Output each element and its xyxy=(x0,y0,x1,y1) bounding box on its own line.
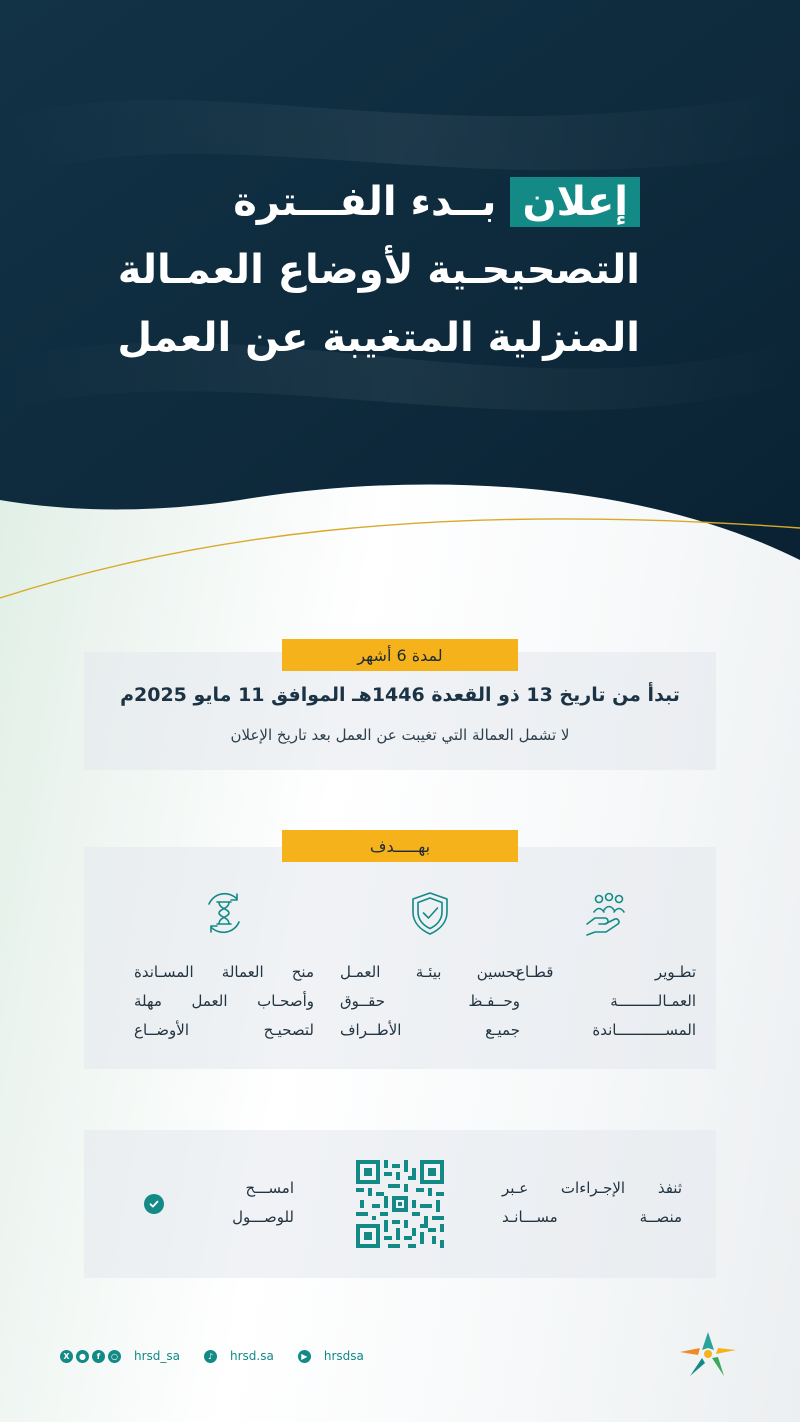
people-hand-icon xyxy=(583,890,629,936)
musaned-line-1: ثنفذ الإجـراءات عـبر xyxy=(502,1179,682,1197)
period-tag: لمدة 6 أشهر xyxy=(282,639,518,671)
social-footer xyxy=(60,1346,378,1366)
goal-sector-line-3: المســـــــــــاندة xyxy=(592,1021,696,1039)
goal-text-sector xyxy=(516,958,696,1045)
gold-curve-line xyxy=(0,519,800,598)
goal-environment-line-1: تحسين بيئـة العمـل xyxy=(340,963,520,981)
scan-to-access-text xyxy=(180,1174,294,1232)
hero-banner xyxy=(0,0,800,600)
musaned-platform-text xyxy=(502,1174,682,1232)
title-line-3: المنزلية المتغيبة عن العمل xyxy=(117,315,640,361)
goal-text-grace-period xyxy=(134,958,314,1045)
tiktok-icon[interactable]: ♪ xyxy=(204,1350,217,1363)
period-start-date: تبدأ من تاريخ 13 ذو القعدة 1446هـ الموافق 11 مايو 2025م xyxy=(120,684,680,706)
facebook-icon[interactable]: f xyxy=(92,1350,105,1363)
social-handle-main[interactable]: hrsd_sa xyxy=(134,1349,181,1363)
musaned-line-2: منصــة مســـانـد xyxy=(502,1208,682,1226)
goal-grace-line-1: منح العمالة المسـاندة xyxy=(134,963,314,981)
goal-grace-line-2: وأصحـاب العمل مهلة xyxy=(134,992,314,1010)
goal-grace-line-3: لتصحيـح الأوضــاع xyxy=(134,1021,314,1039)
announcement-title xyxy=(117,168,640,372)
goal-environment-line-2: وحــفـظ حقــوق xyxy=(340,992,520,1010)
goal-item-environment xyxy=(340,890,520,1045)
social-handle-youtube[interactable]: hrsdsa xyxy=(323,1349,364,1363)
qr-code[interactable] xyxy=(356,1160,444,1248)
goal-environment-line-3: جميـع الأطــراف xyxy=(340,1021,520,1039)
instagram-icon[interactable]: ○ xyxy=(108,1350,121,1363)
goals-tag: بهـــــدف xyxy=(282,830,518,862)
title-line-1: بــدء الفـــترة xyxy=(233,179,497,225)
social-icons-group xyxy=(60,1350,121,1363)
goal-sector-line-1: تطـوير قطـاع xyxy=(516,963,696,981)
hourglass-cycle-icon xyxy=(201,890,247,936)
title-highlight: إعلان xyxy=(510,177,640,227)
scan-line-2: للوصـــول xyxy=(232,1208,294,1226)
x-twitter-icon[interactable]: X xyxy=(60,1350,73,1363)
snapchat-icon[interactable]: ● xyxy=(76,1350,89,1363)
youtube-icon[interactable]: ▶ xyxy=(298,1350,311,1363)
scan-line-1: امســـح xyxy=(245,1179,294,1197)
goal-sector-line-2: العمـالـــــــــة xyxy=(610,992,696,1010)
shield-check-icon xyxy=(407,890,453,936)
goal-item-grace-period xyxy=(134,890,314,1045)
social-handle-tiktok[interactable]: hrsd.sa xyxy=(230,1349,274,1363)
ministry-logo xyxy=(678,1330,738,1380)
title-line-2: التصحيحـية لأوضاع العمـالة xyxy=(117,247,640,293)
goal-item-sector xyxy=(516,890,696,1045)
check-circle-icon xyxy=(144,1194,164,1214)
period-exclusion-note: لا تشمل العمالة التي تغيبت عن العمل بعد تاريخ الإعلان xyxy=(230,726,570,744)
goal-text-environment xyxy=(340,958,520,1045)
